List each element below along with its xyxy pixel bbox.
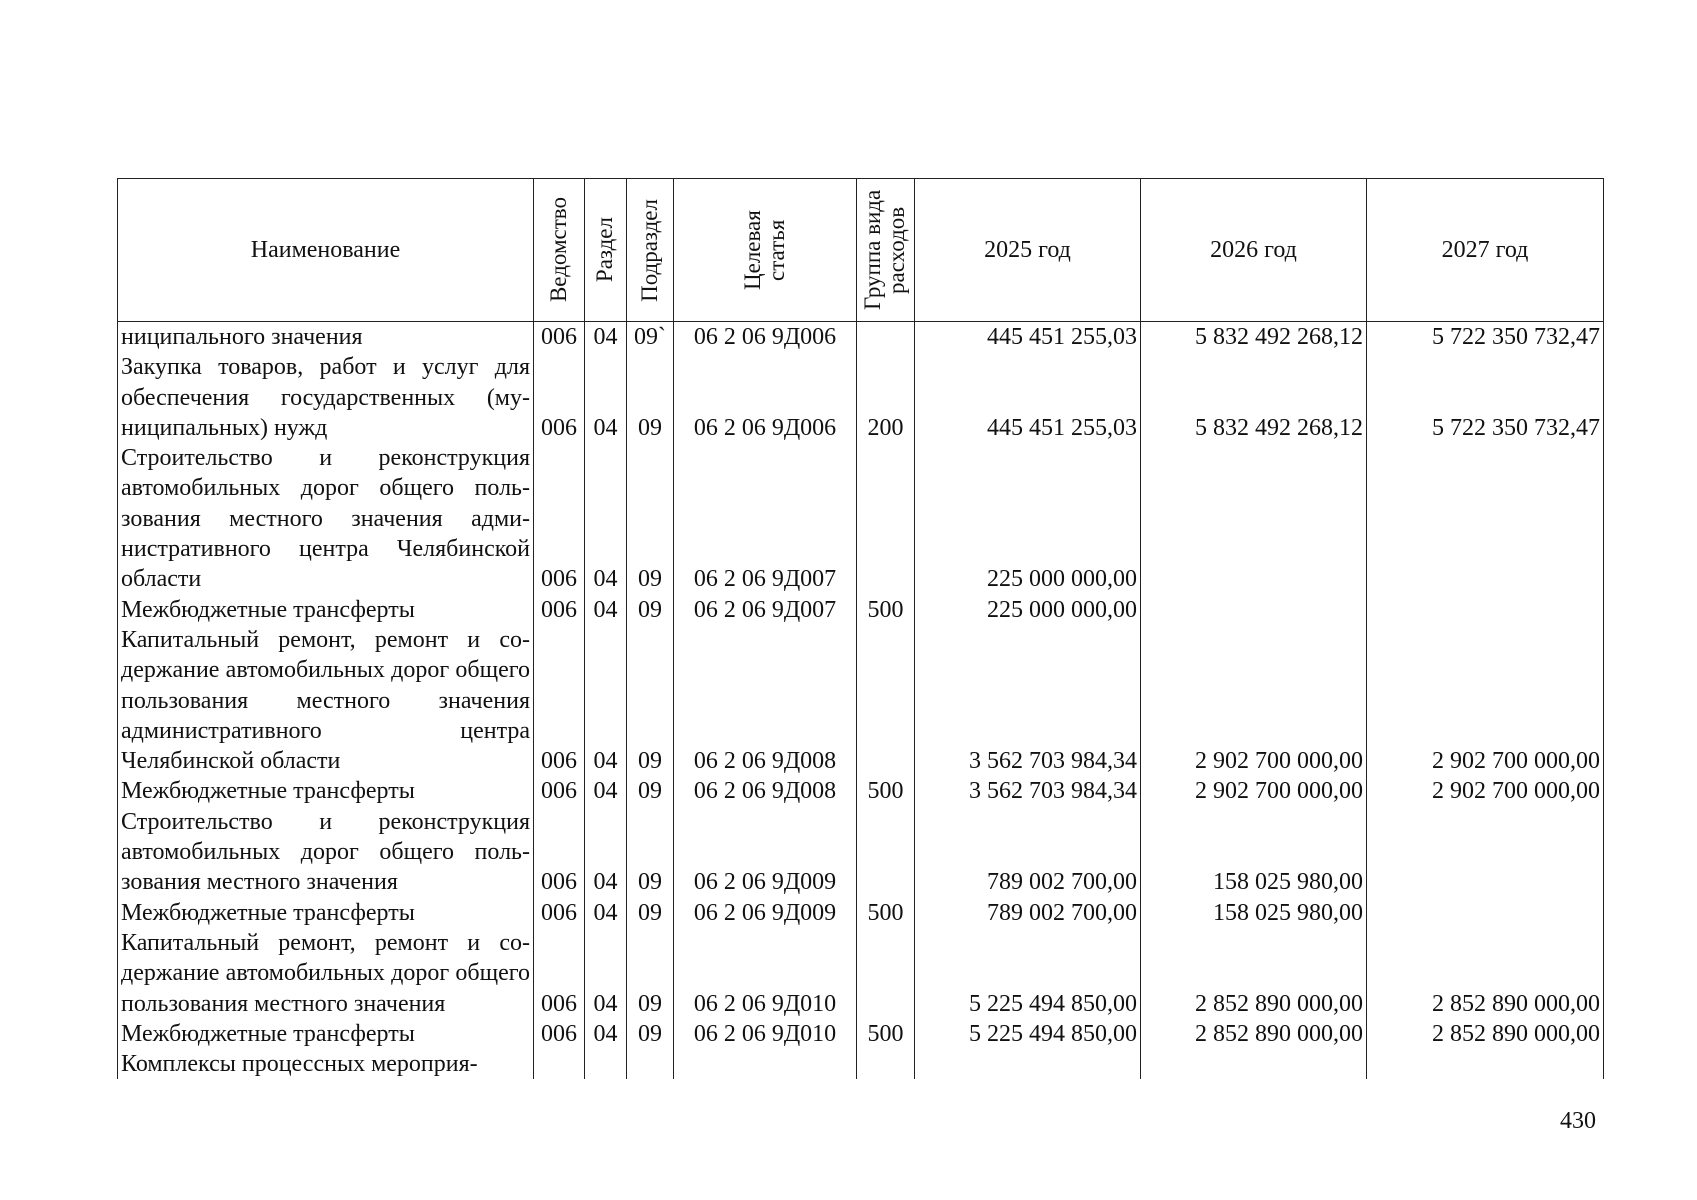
row-2025-cell: 225 000 000,00 bbox=[915, 595, 1141, 625]
row-vedomstvo-cell: 006 bbox=[534, 595, 585, 625]
table-row bbox=[118, 928, 1604, 1019]
row-gruppa-cell bbox=[857, 625, 915, 776]
row-celevaya-statya-cell: 06 2 06 9Д009 bbox=[674, 898, 857, 928]
row-podrazdel-cell: 09 bbox=[627, 443, 674, 594]
header-name: Наименование bbox=[118, 179, 534, 322]
row-2027-cell: 2 852 890 000,00 bbox=[1367, 1019, 1604, 1049]
header-podrazdel: Подраздел bbox=[627, 179, 674, 322]
row-name-cell: Капитальный ремонт, ремонт и содержание автомобильных дорог общего пользования местного значения bbox=[118, 928, 534, 1019]
row-gruppa-cell: 500 bbox=[857, 776, 915, 806]
header-gruppa-vida-rashodov: Группа вида расходов bbox=[857, 179, 915, 322]
row-name-cell: Межбюджетные трансферты bbox=[118, 1019, 534, 1049]
row-razdel-cell: 04 bbox=[585, 776, 627, 806]
row-gruppa-cell: 500 bbox=[857, 898, 915, 928]
budget-table-container bbox=[117, 178, 1603, 1079]
row-podrazdel-cell: 09` bbox=[627, 322, 674, 353]
table-row bbox=[118, 352, 1604, 443]
row-2026-cell: 5 832 492 268,12 bbox=[1141, 322, 1367, 353]
row-podrazdel-cell bbox=[627, 1049, 674, 1079]
row-2027-cell bbox=[1367, 898, 1604, 928]
row-2027-cell: 2 852 890 000,00 bbox=[1367, 928, 1604, 1019]
row-podrazdel-cell: 09 bbox=[627, 928, 674, 1019]
row-gruppa-cell bbox=[857, 1049, 915, 1079]
row-2025-cell: 789 002 700,00 bbox=[915, 898, 1141, 928]
row-2026-cell: 2 902 700 000,00 bbox=[1141, 776, 1367, 806]
header-2027: 2027 год bbox=[1367, 179, 1604, 322]
row-gruppa-cell bbox=[857, 443, 915, 594]
row-2027-cell: 5 722 350 732,47 bbox=[1367, 322, 1604, 353]
row-vedomstvo-cell: 006 bbox=[534, 443, 585, 594]
row-razdel-cell: 04 bbox=[585, 625, 627, 776]
row-name-cell: Строительство и реконструкция автомобильных дорог общего пользования местного значения административного центра Челябинской области bbox=[118, 443, 534, 594]
budget-table bbox=[117, 178, 1604, 1079]
table-row bbox=[118, 443, 1604, 594]
row-2027-cell bbox=[1367, 443, 1604, 594]
row-podrazdel-cell: 09 bbox=[627, 625, 674, 776]
table-row bbox=[118, 1049, 1604, 1079]
row-2027-cell: 2 902 700 000,00 bbox=[1367, 776, 1604, 806]
row-2026-cell: 2 852 890 000,00 bbox=[1141, 928, 1367, 1019]
header-razdel: Раздел bbox=[585, 179, 627, 322]
row-2027-cell: 5 722 350 732,47 bbox=[1367, 352, 1604, 443]
row-vedomstvo-cell bbox=[534, 1049, 585, 1079]
row-2026-cell: 158 025 980,00 bbox=[1141, 898, 1367, 928]
row-celevaya-statya-cell bbox=[674, 1049, 857, 1079]
table-row bbox=[118, 1019, 1604, 1049]
row-vedomstvo-cell: 006 bbox=[534, 898, 585, 928]
row-2025-cell: 445 451 255,03 bbox=[915, 352, 1141, 443]
row-name-cell: Межбюджетные трансферты bbox=[118, 595, 534, 625]
row-name-cell: Межбюджетные трансферты bbox=[118, 898, 534, 928]
row-razdel-cell bbox=[585, 1049, 627, 1079]
row-podrazdel-cell: 09 bbox=[627, 776, 674, 806]
row-celevaya-statya-cell: 06 2 06 9Д010 bbox=[674, 928, 857, 1019]
header-celevaya-statya: Целевая статья bbox=[674, 179, 857, 322]
row-2025-cell: 5 225 494 850,00 bbox=[915, 928, 1141, 1019]
row-celevaya-statya-cell: 06 2 06 9Д010 bbox=[674, 1019, 857, 1049]
table-row bbox=[118, 322, 1604, 353]
row-2027-cell bbox=[1367, 807, 1604, 898]
row-2026-cell bbox=[1141, 1049, 1367, 1079]
row-name-cell: Межбюджетные трансферты bbox=[118, 776, 534, 806]
row-podrazdel-cell: 09 bbox=[627, 807, 674, 898]
row-2025-cell: 3 562 703 984,34 bbox=[915, 625, 1141, 776]
row-2025-cell bbox=[915, 1049, 1141, 1079]
page-number: 430 bbox=[1560, 1108, 1596, 1134]
row-2025-cell: 789 002 700,00 bbox=[915, 807, 1141, 898]
row-razdel-cell: 04 bbox=[585, 898, 627, 928]
row-vedomstvo-cell: 006 bbox=[534, 625, 585, 776]
row-vedomstvo-cell: 006 bbox=[534, 352, 585, 443]
row-celevaya-statya-cell: 06 2 06 9Д008 bbox=[674, 625, 857, 776]
row-2025-cell: 5 225 494 850,00 bbox=[915, 1019, 1141, 1049]
row-2026-cell bbox=[1141, 443, 1367, 594]
row-2025-cell: 3 562 703 984,34 bbox=[915, 776, 1141, 806]
row-2026-cell: 5 832 492 268,12 bbox=[1141, 352, 1367, 443]
table-header-row bbox=[118, 179, 1604, 322]
row-podrazdel-cell: 09 bbox=[627, 898, 674, 928]
row-name-cell: ниципального значения bbox=[118, 322, 534, 353]
row-gruppa-cell bbox=[857, 807, 915, 898]
row-razdel-cell: 04 bbox=[585, 928, 627, 1019]
header-vedomstvo: Ведомство bbox=[534, 179, 585, 322]
row-razdel-cell: 04 bbox=[585, 352, 627, 443]
row-vedomstvo-cell: 006 bbox=[534, 776, 585, 806]
row-vedomstvo-cell: 006 bbox=[534, 807, 585, 898]
table-body bbox=[118, 322, 1604, 1080]
row-celevaya-statya-cell: 06 2 06 9Д006 bbox=[674, 322, 857, 353]
row-celevaya-statya-cell: 06 2 06 9Д007 bbox=[674, 595, 857, 625]
row-vedomstvo-cell: 006 bbox=[534, 1019, 585, 1049]
row-razdel-cell: 04 bbox=[585, 1019, 627, 1049]
row-name-cell: Строительство и реконструкция автомобильных дорог общего пользования местного значения bbox=[118, 807, 534, 898]
row-2025-cell: 445 451 255,03 bbox=[915, 322, 1141, 353]
row-2026-cell bbox=[1141, 595, 1367, 625]
row-2027-cell: 2 902 700 000,00 bbox=[1367, 625, 1604, 776]
row-gruppa-cell: 500 bbox=[857, 595, 915, 625]
row-celevaya-statya-cell: 06 2 06 9Д009 bbox=[674, 807, 857, 898]
row-name-cell: Капитальный ремонт, ремонт и содержание автомобильных дорог общего пользования местного значения административного центра Челябинской области bbox=[118, 625, 534, 776]
row-2027-cell bbox=[1367, 595, 1604, 625]
row-2026-cell: 158 025 980,00 bbox=[1141, 807, 1367, 898]
row-2027-cell bbox=[1367, 1049, 1604, 1079]
row-2025-cell: 225 000 000,00 bbox=[915, 443, 1141, 594]
row-vedomstvo-cell: 006 bbox=[534, 928, 585, 1019]
row-razdel-cell: 04 bbox=[585, 443, 627, 594]
row-name-cell: Закупка товаров, работ и услуг для обеспечения государственных (муниципальных) нужд bbox=[118, 352, 534, 443]
row-gruppa-cell: 200 bbox=[857, 352, 915, 443]
row-2026-cell: 2 902 700 000,00 bbox=[1141, 625, 1367, 776]
table-row bbox=[118, 807, 1604, 898]
row-gruppa-cell: 500 bbox=[857, 1019, 915, 1049]
row-2026-cell: 2 852 890 000,00 bbox=[1141, 1019, 1367, 1049]
row-gruppa-cell bbox=[857, 322, 915, 353]
table-row bbox=[118, 625, 1604, 776]
row-podrazdel-cell: 09 bbox=[627, 595, 674, 625]
row-celevaya-statya-cell: 06 2 06 9Д008 bbox=[674, 776, 857, 806]
row-podrazdel-cell: 09 bbox=[627, 1019, 674, 1049]
row-celevaya-statya-cell: 06 2 06 9Д007 bbox=[674, 443, 857, 594]
table-row bbox=[118, 595, 1604, 625]
header-2026: 2026 год bbox=[1141, 179, 1367, 322]
table-row bbox=[118, 898, 1604, 928]
header-2025: 2025 год bbox=[915, 179, 1141, 322]
row-celevaya-statya-cell: 06 2 06 9Д006 bbox=[674, 352, 857, 443]
row-razdel-cell: 04 bbox=[585, 322, 627, 353]
row-razdel-cell: 04 bbox=[585, 595, 627, 625]
row-vedomstvo-cell: 006 bbox=[534, 322, 585, 353]
row-gruppa-cell bbox=[857, 928, 915, 1019]
row-podrazdel-cell: 09 bbox=[627, 352, 674, 443]
table-row bbox=[118, 776, 1604, 806]
row-razdel-cell: 04 bbox=[585, 807, 627, 898]
row-name-cell: Комплексы процессных мероприя- bbox=[118, 1049, 534, 1079]
